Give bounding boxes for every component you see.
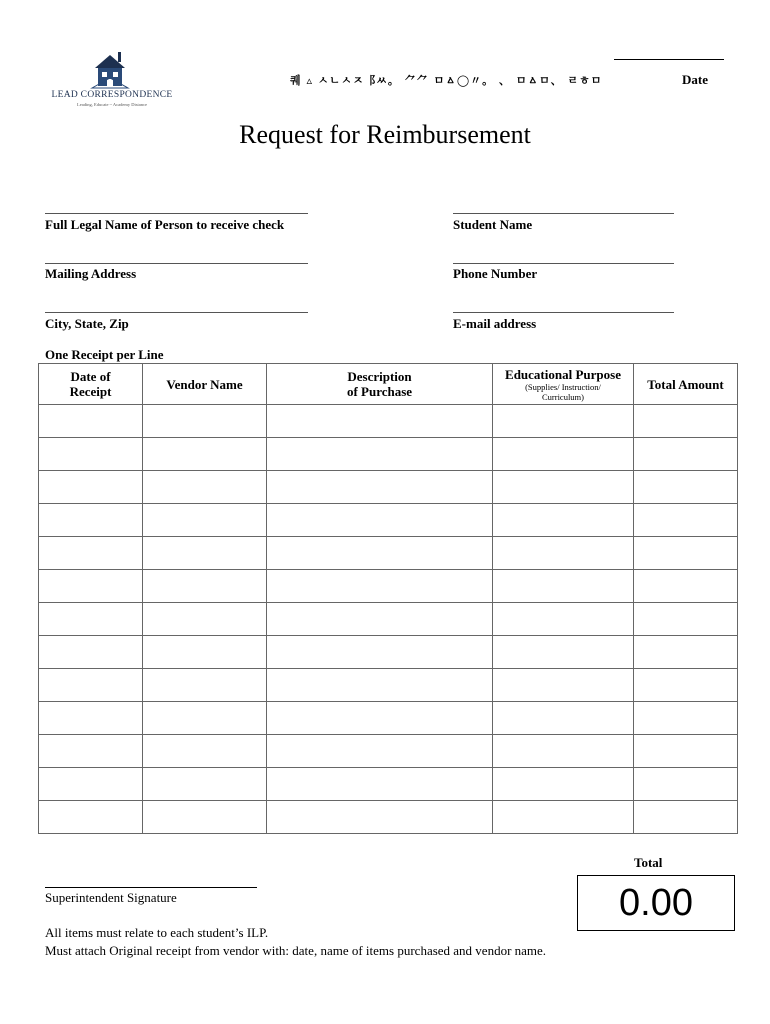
header-date-line-1: Date of [70,369,111,384]
cell-description[interactable] [267,471,493,504]
cell-date[interactable] [39,636,143,669]
table-row [39,636,738,669]
cell-total[interactable] [634,801,738,834]
cell-description[interactable] [267,438,493,471]
logo-tagline: Leading, Educate ~ Academy Distance [76,102,148,107]
cell-vendor[interactable] [143,537,267,570]
cell-total[interactable] [634,735,738,768]
city-state-zip-label: City, State, Zip [45,316,129,331]
header-description-line-1: Description [347,369,412,384]
header-educational-purpose [493,364,634,405]
table-row [39,801,738,834]
cell-vendor[interactable] [143,801,267,834]
table-row [39,438,738,471]
header-purpose-sub-1: (Supplies/ Instruction/ [525,381,601,392]
table-row [39,603,738,636]
table-row [39,570,738,603]
cell-purpose[interactable] [493,471,634,504]
table-body [39,405,738,834]
cell-total[interactable] [634,438,738,471]
full-name-input-line[interactable] [45,213,308,214]
cell-purpose[interactable] [493,603,634,636]
cell-purpose[interactable] [493,570,634,603]
cell-purpose[interactable] [493,768,634,801]
total-label: Total [634,855,663,870]
cell-total[interactable] [634,570,738,603]
cell-vendor[interactable] [143,438,267,471]
cell-purpose[interactable] [493,504,634,537]
cell-total[interactable] [634,636,738,669]
cell-vendor[interactable] [143,768,267,801]
phone-number-input-line[interactable] [453,263,674,264]
cell-purpose[interactable] [493,801,634,834]
table-row [39,702,738,735]
cell-vendor[interactable] [143,669,267,702]
cell-vendor[interactable] [143,471,267,504]
cell-total[interactable] [634,537,738,570]
header-purpose-title: Educational Purpose [505,366,621,382]
cell-total[interactable] [634,702,738,735]
email-input-line[interactable] [453,312,674,313]
cell-date[interactable] [39,735,143,768]
cell-vendor[interactable] [143,735,267,768]
header-garbled-text: 퀘 ▵ ㅅㄴㅅㅈ⻏ㅆ。 ⺈⺈ ㅁㅿ◯〃。 、 ㅁㅿㅁ、 ㄹㅎㅁ [290,74,603,87]
header-vendor-name: Vendor Name [143,364,267,405]
cell-purpose[interactable] [493,438,634,471]
cell-date[interactable] [39,471,143,504]
cell-date[interactable] [39,801,143,834]
cell-description[interactable] [267,768,493,801]
cell-total[interactable] [634,603,738,636]
cell-purpose[interactable] [493,669,634,702]
header-date-of-receipt [39,364,143,405]
cell-description[interactable] [267,570,493,603]
cell-vendor[interactable] [143,603,267,636]
cell-date[interactable] [39,669,143,702]
cell-description[interactable] [267,636,493,669]
header-purpose-sub-2: Curriculum) [541,391,585,402]
cell-description[interactable] [267,702,493,735]
logo-name: LEAD CORRESPONDENCE [51,90,173,100]
cell-vendor[interactable] [143,405,267,438]
table-row [39,768,738,801]
city-state-zip-input-line[interactable] [45,312,308,313]
signature-input-line[interactable] [45,887,257,888]
mailing-address-label: Mailing Address [45,266,137,281]
cell-description[interactable] [267,537,493,570]
table-row [39,471,738,504]
cell-description[interactable] [267,504,493,537]
cell-description[interactable] [267,669,493,702]
cell-purpose[interactable] [493,636,634,669]
cell-description[interactable] [267,603,493,636]
receipt-note: One Receipt per Line [45,347,164,362]
date-input-line[interactable] [614,59,724,60]
form-title: Request for Reimbursement [239,120,531,149]
total-amount-field[interactable]: 0.00 [577,875,735,931]
cell-date[interactable] [39,702,143,735]
table-row [39,405,738,438]
cell-date[interactable] [39,570,143,603]
student-name-input-line[interactable] [453,213,674,214]
mailing-address-input-line[interactable] [45,263,308,264]
cell-purpose[interactable] [493,537,634,570]
cell-vendor[interactable] [143,636,267,669]
receipt-attachment-note: Must attach Original receipt from vendor with: date, name of items purchased and vendor name. [45,943,547,958]
header-description-line-2: of Purchase [346,384,413,399]
cell-total[interactable] [634,669,738,702]
cell-date[interactable] [39,603,143,636]
phone-number-label: Phone Number [453,266,538,281]
table-row [39,669,738,702]
signature-label: Superintendent Signature [45,890,177,905]
header-total-amount: Total Amount [634,364,738,405]
table-row [39,504,738,537]
table-header-row [39,364,738,405]
ilp-note: All items must relate to each student’s ILP. [45,925,269,940]
date-label: Date [682,72,708,87]
receipt-table [38,363,738,834]
table-row [39,537,738,570]
cell-total[interactable] [634,471,738,504]
cell-purpose[interactable] [493,405,634,438]
full-name-label: Full Legal Name of Person to receive check [45,217,285,232]
cell-vendor[interactable] [143,702,267,735]
cell-date[interactable] [39,537,143,570]
header-description [267,364,493,405]
header-date-line-2: Receipt [69,384,112,399]
school-logo [48,48,178,118]
cell-description[interactable] [267,801,493,834]
cell-description[interactable] [267,735,493,768]
cell-purpose[interactable] [493,735,634,768]
cell-total[interactable] [634,504,738,537]
student-name-label: Student Name [453,217,533,232]
cell-date[interactable] [39,405,143,438]
cell-total[interactable] [634,768,738,801]
cell-vendor[interactable] [143,504,267,537]
table-row [39,735,738,768]
cell-purpose[interactable] [493,702,634,735]
cell-vendor[interactable] [143,570,267,603]
email-label: E-mail address [453,316,537,331]
cell-date[interactable] [39,504,143,537]
cell-total[interactable] [634,405,738,438]
cell-description[interactable] [267,405,493,438]
cell-date[interactable] [39,438,143,471]
cell-date[interactable] [39,768,143,801]
